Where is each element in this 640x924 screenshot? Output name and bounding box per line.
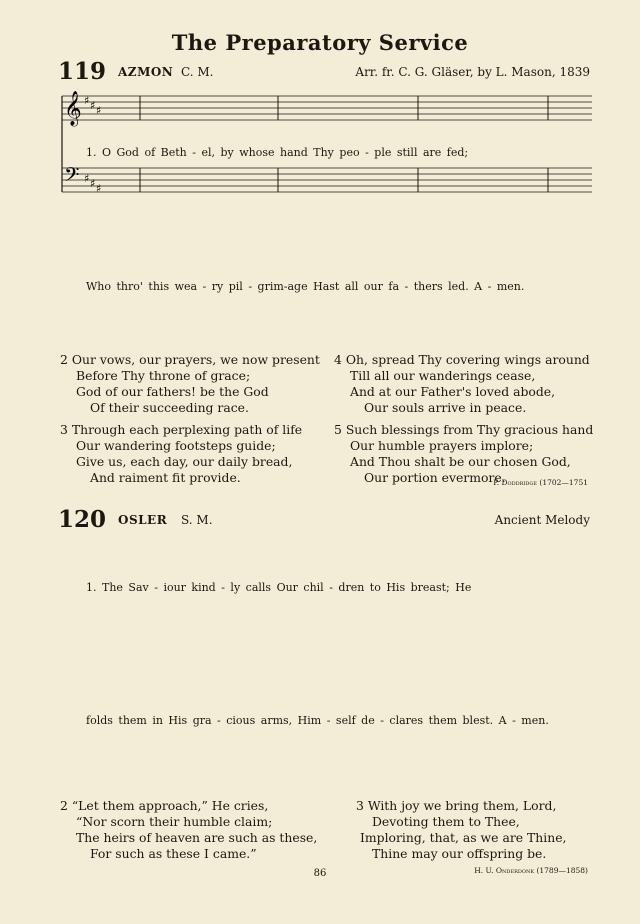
treble-clef-icon: 𝄞 [64, 91, 82, 126]
tune-name: OSLER [118, 513, 168, 527]
hymn-120-header [58, 506, 590, 533]
bass-clef-icon: 𝄢 [64, 163, 80, 191]
verse-2: 2 Our vows, our prayers, we now present Before Thy throne of grace; God of our fathers! be the God Of their succeeding race. [60, 352, 320, 415]
hymn-120-system-2 [0, 666, 640, 800]
page-number: 86 [313, 868, 327, 879]
verse-2: 2 “Let them approach,” He cries, “Nor scorn their humble claim; The heirs of heaven are such as these, For such as these I came.” [60, 798, 318, 861]
sharp-icon: ♯ [84, 94, 90, 107]
treble-staff [62, 96, 592, 120]
hymn-number: 119 [58, 58, 107, 85]
bass-staff [62, 168, 592, 192]
hymn-120-credit: H. U. Onderdonk (1789—1858) [474, 866, 588, 875]
verse-3: 3 With joy we bring them, Lord, Devoting them to Thee, Imploring, that, as we are Thine, Thine may our offspring be. [356, 798, 567, 861]
sharp-icon: ♯ [90, 177, 96, 190]
hymn-120-verses-left [60, 798, 317, 868]
sharp-icon: ♯ [84, 172, 90, 185]
hymn-120-system-1 [0, 534, 640, 668]
tune-name: AZMON [118, 65, 174, 79]
sharp-icon: ♯ [96, 104, 102, 117]
tune-source: Arr. fr. C. G. Gläser, by L. Mason, 1839 [355, 65, 590, 79]
section-title: The Preparatory Service [171, 30, 469, 55]
verse-5: 5 Such blessings from Thy gracious hand Our humble prayers implore; And Thou shalt be our chosen God, Our portion evermore. [334, 422, 594, 485]
hymn-119-verses-left [60, 352, 320, 492]
meter: S. M. [181, 513, 213, 527]
hymn-120-lyric-line-1: 1. The Sav - iour kind - ly calls Our chil - dren to His breast; He [86, 581, 472, 594]
hymn-120-lyric-line-2: folds them in His gra - cious arms, Him - self de - clares them blest. A - men. [86, 714, 549, 727]
hymn-119-verses-right [334, 352, 593, 492]
hymn-119-lyric-line-2: Who thro' this wea - ry pil - grim-age Hast all our fa - thers led. A - men. [86, 280, 525, 293]
sharp-icon: ♯ [90, 99, 96, 112]
tune-source: Ancient Melody [494, 513, 590, 527]
hymn-119-lyric-line-1: 1. O God of Beth - el, by whose hand Thy peo - ple still are fed; [86, 146, 469, 159]
meter: C. M. [181, 65, 214, 79]
hymn-119-header [58, 58, 590, 85]
verse-3: 3 Through each perplexing path of life Our wandering footsteps guide; Give us, each day, our daily bread, And raiment fit provide. [60, 422, 303, 485]
verse-4: 4 Oh, spread Thy covering wings around Till all our wanderings cease, And at our Father's loved abode, Our souls arrive in peace. [334, 352, 590, 415]
hymn-number: 120 [58, 506, 107, 533]
sharp-icon: ♯ [96, 182, 102, 195]
hymn-120-verses-right [356, 798, 566, 868]
hymn-119-credit: P. Doddridge (1702—1751 [493, 478, 588, 487]
